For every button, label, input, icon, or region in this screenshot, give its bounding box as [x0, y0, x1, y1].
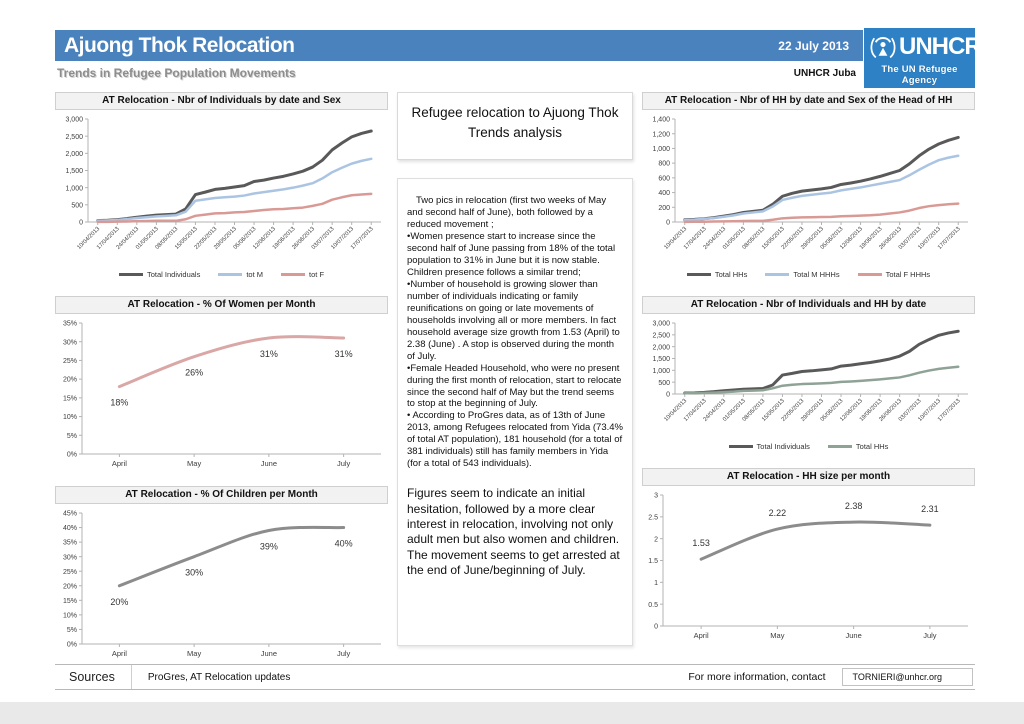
- svg-text:05/06/2013: 05/06/2013: [819, 226, 845, 251]
- svg-text:0%: 0%: [66, 641, 77, 649]
- legend-label: Total HHs: [855, 441, 889, 451]
- legend-item: [765, 270, 839, 279]
- contact-label: For more information, contact: [688, 671, 826, 683]
- svg-text:2.22: 2.22: [768, 508, 787, 519]
- unhcr-logo: [864, 28, 981, 88]
- chart-individuals-and-hh: [642, 296, 975, 454]
- legend-line-sample: [858, 273, 882, 276]
- svg-text:2.31: 2.31: [921, 504, 939, 515]
- legend-label: Total Individuals: [146, 269, 201, 279]
- footer-bar: [55, 664, 975, 690]
- legend-label: Total Individuals: [756, 441, 810, 451]
- svg-text:5%: 5%: [66, 627, 77, 635]
- legend-item: [828, 442, 889, 451]
- svg-text:19/06/2013: 19/06/2013: [858, 398, 884, 423]
- unhcr-logo-word: UNHCR: [899, 33, 981, 60]
- svg-text:22/05/2013: 22/05/2013: [780, 398, 806, 423]
- legend-label: Total HHs: [714, 269, 748, 279]
- analysis-paragraphs: [407, 195, 624, 470]
- chart-title: AT Relocation - Nbr of HH by date and Sex of the Head of HH: [642, 92, 975, 110]
- svg-text:08/05/2013: 08/05/2013: [741, 398, 767, 423]
- svg-text:12/06/2013: 12/06/2013: [839, 226, 864, 251]
- svg-text:April: April: [693, 631, 709, 640]
- legend-item: [687, 270, 748, 279]
- chart-title: AT Relocation - Nbr of Individuals by date and Sex: [55, 92, 388, 110]
- svg-text:1,500: 1,500: [652, 356, 670, 364]
- legend-item: [119, 270, 200, 279]
- chart-canvas: [642, 486, 975, 644]
- contact-block: [688, 668, 975, 686]
- svg-text:05/06/2013: 05/06/2013: [819, 398, 845, 423]
- svg-text:24/04/2013: 24/04/2013: [702, 226, 728, 251]
- svg-text:15%: 15%: [62, 395, 77, 403]
- svg-text:July: July: [923, 631, 937, 640]
- svg-text:1.5: 1.5: [648, 558, 658, 566]
- svg-text:0: 0: [666, 219, 670, 227]
- svg-text:10/07/2013: 10/07/2013: [330, 226, 356, 251]
- svg-text:26/06/2013: 26/06/2013: [878, 226, 904, 251]
- chart-plot-area: [642, 314, 975, 438]
- analysis-paragraph: • According to ProGres data, as of 13th of June 2013, among Refugees relocated from Yida (73.4% of total AT population), 181 household (for a total of 381 individuals) still has family members in Yida (for a total of 543 individuals).: [407, 410, 623, 470]
- report-date: 22 July 2013: [778, 38, 849, 53]
- sources-value: ProGres, AT Relocation updates: [147, 671, 291, 683]
- legend-item: [858, 270, 931, 279]
- svg-text:22/05/2013: 22/05/2013: [193, 226, 219, 251]
- svg-text:39%: 39%: [259, 541, 278, 552]
- svg-text:17/07/2013: 17/07/2013: [349, 226, 375, 251]
- svg-text:1,500: 1,500: [65, 168, 83, 176]
- chart-legend: [642, 438, 975, 454]
- svg-text:0: 0: [654, 623, 658, 631]
- legend-item: [729, 442, 810, 451]
- svg-text:1: 1: [654, 579, 658, 587]
- svg-text:July: July: [336, 649, 351, 658]
- legend-label: tot M: [246, 269, 264, 279]
- svg-text:17/07/2013: 17/07/2013: [936, 398, 962, 423]
- svg-text:0.5: 0.5: [648, 601, 658, 609]
- svg-text:10/04/2013: 10/04/2013: [663, 398, 689, 423]
- svg-text:3,000: 3,000: [65, 116, 83, 124]
- chart-canvas: [55, 314, 388, 472]
- svg-text:10/07/2013: 10/07/2013: [917, 398, 943, 423]
- svg-text:20%: 20%: [62, 583, 77, 591]
- chart-plot-area: [55, 504, 388, 662]
- legend-line-sample: [218, 273, 242, 276]
- svg-text:26/06/2013: 26/06/2013: [878, 398, 904, 423]
- svg-text:10%: 10%: [62, 414, 77, 422]
- legend-line-sample: [729, 445, 753, 448]
- svg-text:40%: 40%: [334, 538, 353, 549]
- svg-text:45%: 45%: [62, 510, 77, 518]
- chart-canvas: [642, 314, 975, 438]
- legend-label: tot F: [309, 269, 325, 279]
- chart-title: AT Relocation - % Of Women per Month: [55, 296, 388, 314]
- svg-text:31%: 31%: [259, 348, 278, 359]
- svg-text:08/05/2013: 08/05/2013: [741, 226, 767, 251]
- analysis-column: [397, 92, 633, 676]
- svg-text:30%: 30%: [62, 554, 77, 562]
- svg-text:30%: 30%: [185, 567, 204, 578]
- report-subtitle: Trends in Refugee Population Movements: [57, 66, 296, 80]
- svg-text:12/06/2013: 12/06/2013: [252, 226, 277, 251]
- svg-text:1,000: 1,000: [65, 185, 83, 193]
- svg-text:08/05/2013: 08/05/2013: [154, 226, 180, 251]
- chart-children-per-month: [55, 486, 388, 662]
- chart-plot-area: [642, 486, 975, 644]
- legend-line-sample: [119, 273, 143, 276]
- svg-text:0: 0: [79, 219, 83, 227]
- svg-text:3,000: 3,000: [652, 320, 670, 328]
- sources-label: Sources: [69, 670, 115, 684]
- svg-text:15%: 15%: [62, 597, 77, 605]
- svg-text:2,000: 2,000: [65, 150, 83, 158]
- svg-text:03/07/2013: 03/07/2013: [897, 226, 923, 251]
- svg-text:25%: 25%: [62, 358, 77, 366]
- svg-text:500: 500: [658, 379, 670, 387]
- svg-text:35%: 35%: [62, 539, 77, 547]
- svg-text:10/04/2013: 10/04/2013: [76, 226, 102, 251]
- legend-label: Total F HHHs: [885, 269, 931, 279]
- svg-text:31%: 31%: [334, 348, 353, 359]
- svg-text:May: May: [187, 649, 202, 658]
- legend-line-sample: [281, 273, 305, 276]
- svg-text:40%: 40%: [62, 525, 77, 533]
- svg-text:29/05/2013: 29/05/2013: [213, 226, 238, 251]
- content-columns: [55, 92, 975, 676]
- svg-text:10/04/2013: 10/04/2013: [663, 226, 689, 251]
- analysis-paragraph: •Female Headed Household, who were no present during the first month of relocation, start to relocate since the second half of May but the trend seems to stop at the beginning of July.: [407, 362, 622, 410]
- svg-text:2.5: 2.5: [648, 514, 658, 522]
- office-label: UNHCR Juba: [793, 68, 856, 79]
- svg-text:1,000: 1,000: [652, 367, 670, 375]
- svg-text:2,000: 2,000: [652, 344, 670, 352]
- chart-title: AT Relocation - % Of Children per Month: [55, 486, 388, 504]
- svg-text:800: 800: [658, 160, 670, 168]
- chart-women-per-month: [55, 296, 388, 472]
- svg-text:0%: 0%: [66, 451, 77, 459]
- chart-plot-area: [642, 110, 975, 266]
- right-column: [642, 92, 975, 676]
- svg-text:29/05/2013: 29/05/2013: [800, 398, 825, 423]
- svg-text:20%: 20%: [62, 376, 77, 384]
- svg-text:17/04/2013: 17/04/2013: [95, 226, 121, 251]
- chart-plot-area: [55, 110, 388, 266]
- chart-title: AT Relocation - Nbr of Individuals and HH by date: [642, 296, 975, 314]
- analysis-paragraph: •Women presence start to increase since the second half of June passing from 18% of the total population to 31% in June but it is now stable. Children presence follows a similar trend;: [407, 230, 616, 278]
- chart-legend: [642, 266, 975, 282]
- chart-hh-by-date: [642, 92, 975, 282]
- svg-text:01/05/2013: 01/05/2013: [722, 398, 747, 423]
- svg-text:April: April: [111, 649, 127, 658]
- svg-text:15/05/2013: 15/05/2013: [761, 398, 786, 423]
- svg-text:29/05/2013: 29/05/2013: [800, 226, 825, 251]
- contact-email-link[interactable]: TORNIERI@unhcr.org: [842, 668, 974, 686]
- legend-line-sample: [828, 445, 852, 448]
- legend-item: [218, 270, 263, 279]
- svg-text:May: May: [770, 631, 785, 640]
- svg-text:19/06/2013: 19/06/2013: [858, 226, 884, 251]
- svg-text:1,400: 1,400: [652, 116, 670, 124]
- analysis-conclusion: Figures seem to indicate an initial hesitation, followed by a more clear interest in relocation, involving not only adult men but also women and children. The movement seems to get arrested at the end of June/beginning of July.: [407, 486, 620, 578]
- svg-text:2,500: 2,500: [652, 332, 670, 340]
- chart-title: AT Relocation - HH size per month: [642, 468, 975, 486]
- chart-legend: [55, 266, 388, 282]
- svg-text:26/06/2013: 26/06/2013: [291, 226, 317, 251]
- svg-text:600: 600: [658, 175, 670, 183]
- svg-text:2: 2: [654, 536, 658, 544]
- chart-individuals-by-date: [55, 92, 388, 282]
- svg-text:3: 3: [654, 492, 658, 500]
- svg-text:05/06/2013: 05/06/2013: [232, 226, 258, 251]
- svg-text:2,500: 2,500: [65, 133, 83, 141]
- svg-text:10/07/2013: 10/07/2013: [917, 226, 943, 251]
- unhcr-logo-tagline: The UN Refugee Agency: [881, 64, 958, 86]
- svg-text:May: May: [187, 459, 202, 468]
- svg-text:1.53: 1.53: [692, 538, 710, 549]
- svg-text:01/05/2013: 01/05/2013: [722, 226, 747, 251]
- svg-text:03/07/2013: 03/07/2013: [897, 398, 923, 423]
- analysis-title: Refugee relocation to Ajuong Thok Trends analysis: [411, 105, 619, 141]
- legend-line-sample: [765, 273, 789, 276]
- analysis-paragraph: Two pics in relocation (first two weeks of May and second half of June), both followed by a reduced movement ;: [407, 195, 607, 230]
- svg-text:400: 400: [658, 190, 670, 198]
- svg-text:June: June: [260, 459, 278, 468]
- svg-text:April: April: [111, 459, 127, 468]
- legend-label: Total M HHHs: [793, 269, 840, 279]
- svg-text:15/05/2013: 15/05/2013: [761, 226, 786, 251]
- svg-text:18%: 18%: [110, 397, 129, 408]
- svg-text:17/04/2013: 17/04/2013: [682, 398, 708, 423]
- svg-text:17/07/2013: 17/07/2013: [936, 226, 962, 251]
- header-bar: [55, 30, 863, 61]
- page-title: Ajuong Thok Relocation: [64, 33, 295, 57]
- svg-text:June: June: [260, 649, 278, 658]
- svg-text:24/04/2013: 24/04/2013: [115, 226, 141, 251]
- analysis-paragraph: •Number of household is growing slower than number of individuals indicating or family reunifications on going or late movements of households involving all or more members. In fact household average size growth from 1.53 (April) to 2.38 (June) . A stop is observed during the month of July.: [407, 278, 620, 362]
- svg-text:June: June: [845, 631, 862, 640]
- analysis-body-card: [397, 178, 633, 646]
- svg-text:5%: 5%: [66, 432, 77, 440]
- unhcr-emblem-icon: [867, 30, 899, 64]
- analysis-title-card: [397, 92, 633, 160]
- svg-text:12/06/2013: 12/06/2013: [839, 398, 864, 423]
- left-column: [55, 92, 388, 676]
- legend-item: [281, 270, 324, 279]
- svg-text:26%: 26%: [185, 367, 204, 378]
- svg-text:20%: 20%: [110, 596, 129, 607]
- svg-text:0: 0: [666, 391, 670, 399]
- legend-line-sample: [687, 273, 711, 276]
- svg-text:17/04/2013: 17/04/2013: [682, 226, 708, 251]
- chart-canvas: [55, 110, 388, 266]
- svg-text:30%: 30%: [62, 339, 77, 347]
- svg-text:1,000: 1,000: [652, 146, 670, 154]
- svg-text:01/05/2013: 01/05/2013: [135, 226, 160, 251]
- svg-text:1,200: 1,200: [652, 131, 670, 139]
- chart-canvas: [55, 504, 388, 662]
- svg-text:July: July: [336, 459, 351, 468]
- unhcr-logo-top: [864, 28, 981, 64]
- svg-text:24/04/2013: 24/04/2013: [702, 398, 728, 423]
- svg-text:200: 200: [658, 204, 670, 212]
- svg-text:03/07/2013: 03/07/2013: [310, 226, 336, 251]
- svg-text:15/05/2013: 15/05/2013: [174, 226, 199, 251]
- svg-text:22/05/2013: 22/05/2013: [780, 226, 806, 251]
- chart-plot-area: [55, 314, 388, 472]
- svg-text:10%: 10%: [62, 612, 77, 620]
- svg-text:2.38: 2.38: [844, 501, 863, 512]
- svg-text:25%: 25%: [62, 568, 77, 576]
- svg-text:35%: 35%: [62, 320, 77, 328]
- svg-text:500: 500: [71, 202, 83, 210]
- svg-text:19/06/2013: 19/06/2013: [271, 226, 297, 251]
- chart-hh-size-per-month: [642, 468, 975, 644]
- chart-canvas: [642, 110, 975, 266]
